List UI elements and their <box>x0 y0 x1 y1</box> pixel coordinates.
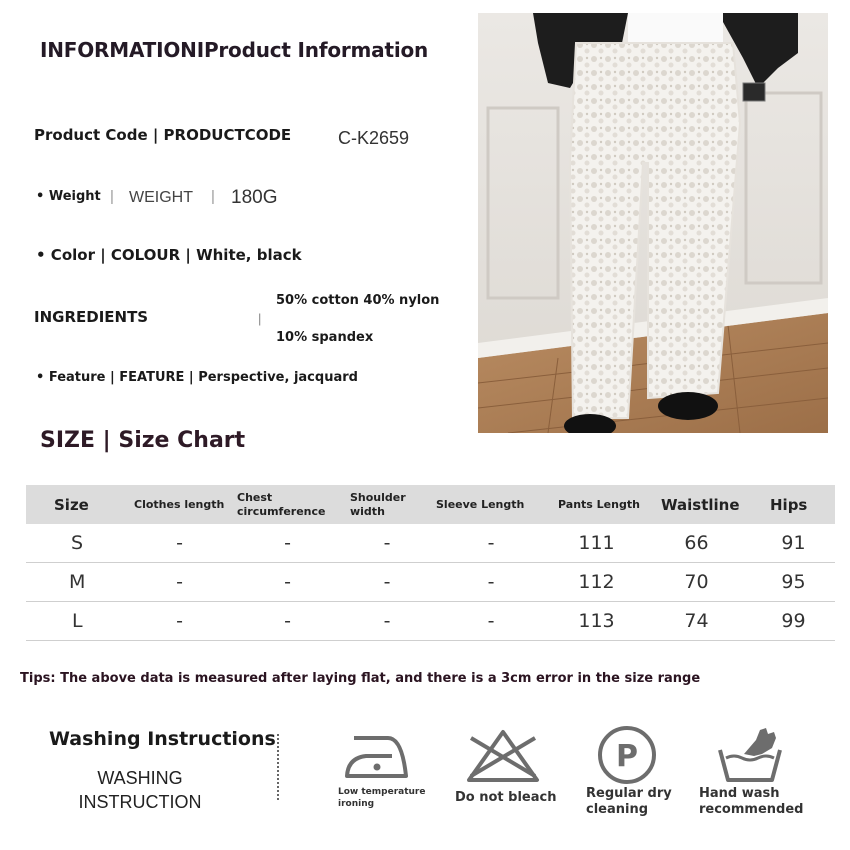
column-header: Shoulder width <box>344 485 430 524</box>
table-cell: 74 <box>641 602 752 641</box>
table-row <box>26 524 835 563</box>
table-cell: S <box>26 524 128 563</box>
product-photo <box>478 13 828 433</box>
table-cell: M <box>26 563 128 602</box>
bleach-label: Do not bleach <box>455 790 557 805</box>
column-header: Size <box>26 485 128 524</box>
color-line: • Color | COLOUR | White, black <box>36 246 302 264</box>
table-cell: - <box>430 602 552 641</box>
iron-label: Low temperature ironing <box>338 787 426 809</box>
table-cell: 99 <box>752 602 835 641</box>
product-code-label: Product Code | PRODUCTCODE <box>34 126 292 144</box>
table-cell: 91 <box>752 524 835 563</box>
size-chart-table <box>26 485 835 641</box>
column-header: Clothes length <box>128 485 231 524</box>
table-header-row <box>26 485 835 524</box>
table-cell: 113 <box>552 602 641 641</box>
table-cell: - <box>344 602 430 641</box>
table-cell: - <box>128 563 231 602</box>
column-header: Hips <box>752 485 835 524</box>
weight-en-label: WEIGHT <box>129 189 193 206</box>
column-header: Pants Length <box>552 485 641 524</box>
table-cell: - <box>128 524 231 563</box>
column-header: Chest circumference <box>231 485 344 524</box>
ingredients-label: INGREDIENTS <box>34 308 149 326</box>
column-header: Waistline <box>641 485 752 524</box>
table-cell: - <box>344 563 430 602</box>
washing-subtitle-line-1: WASHING <box>97 768 183 788</box>
product-code-value: C-K2659 <box>338 128 410 148</box>
table-cell: - <box>231 602 344 641</box>
table-cell: - <box>430 563 552 602</box>
table-cell: 95 <box>752 563 835 602</box>
ingredients-line-1: 50% cotton 40% nylon <box>276 293 440 308</box>
table-cell: 112 <box>552 563 641 602</box>
svg-text:P: P <box>616 739 638 774</box>
table-cell: 111 <box>552 524 641 563</box>
hand-wash-label: Hand wash recommended <box>699 786 804 817</box>
table-cell: - <box>128 602 231 641</box>
table-cell: - <box>231 524 344 563</box>
ingredients-line-2: 10% spandex <box>276 330 374 345</box>
tips-text: Tips: The above data is measured after laying flat, and there is a 3cm error in the size range <box>20 671 701 686</box>
washing-title: Washing Instructions <box>49 728 276 750</box>
dry-clean-label: Regular dry cleaning <box>586 786 672 817</box>
weight-separator-2: | <box>211 188 215 205</box>
weight-value: 180G <box>231 187 278 208</box>
column-header: Sleeve Length <box>430 485 552 524</box>
page-title: INFORMATIONIProduct Information <box>40 38 429 62</box>
divider <box>277 734 279 800</box>
washing-subtitle-line-2: INSTRUCTION <box>78 792 202 812</box>
table-row <box>26 563 835 602</box>
iron-low-temp-icon <box>344 730 410 784</box>
dry-clean-p-icon <box>596 724 658 790</box>
table-cell: 66 <box>641 524 752 563</box>
weight-label: • Weight <box>36 189 101 204</box>
table-cell: - <box>344 524 430 563</box>
table-cell: 70 <box>641 563 752 602</box>
hand-wash-icon <box>716 724 784 788</box>
feature-line: • Feature | FEATURE | Perspective, jacquard <box>36 370 358 385</box>
weight-separator: | <box>110 188 114 205</box>
washing-subtitle <box>60 766 220 814</box>
table-cell: L <box>26 602 128 641</box>
table-cell: - <box>430 524 552 563</box>
table-cell: - <box>231 563 344 602</box>
do-not-bleach-icon <box>465 728 541 788</box>
size-chart-title: SIZE | Size Chart <box>40 428 246 453</box>
table-row <box>26 602 835 641</box>
ingredients-separator: | <box>258 311 262 326</box>
